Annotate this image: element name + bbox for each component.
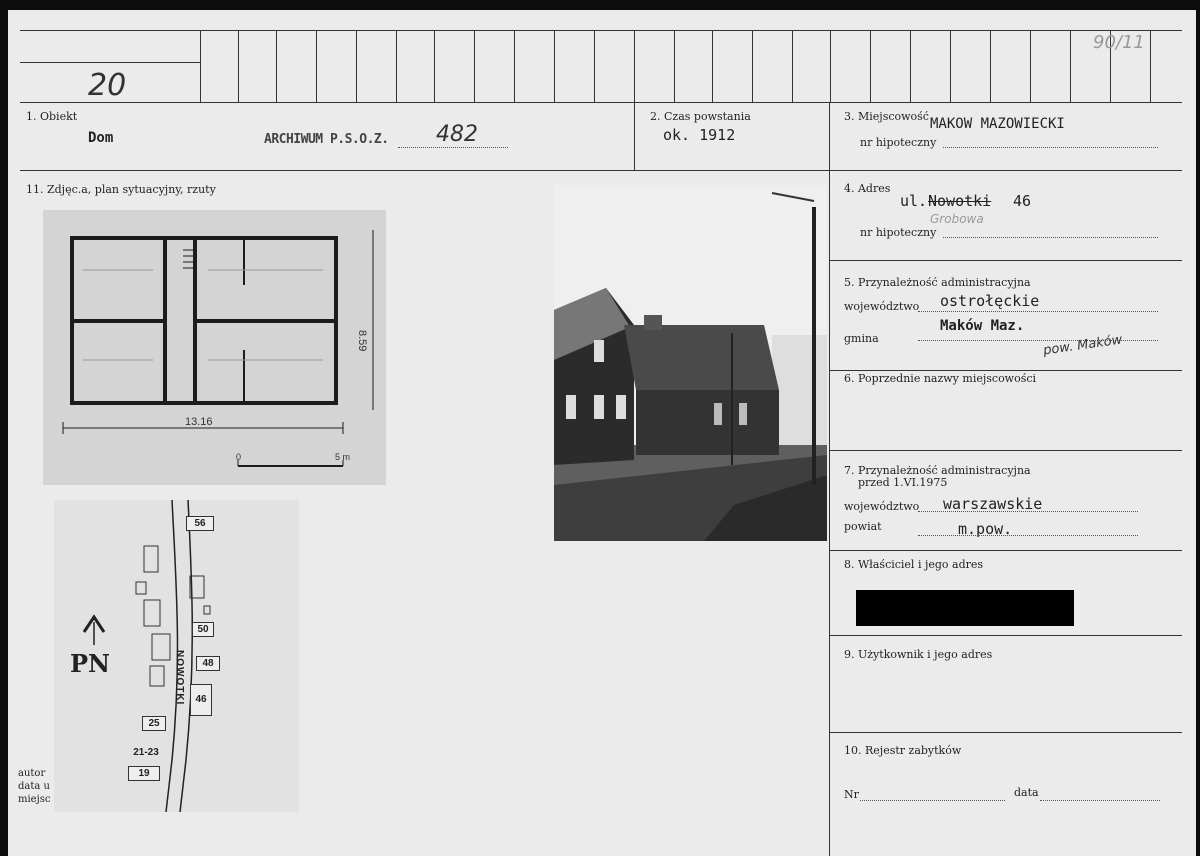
section4-bottom [829,260,1182,261]
header-grid-line [910,30,911,102]
header-grid-line [830,30,831,102]
scale-start-label: 0 [236,452,242,462]
adres-prefix: ul. [900,192,928,210]
header-grid-line [276,30,277,102]
plan-width-label: 13.16 [185,416,213,428]
rejestr-nr-label: Nr [844,788,859,801]
miejscowosc-label: 3. Miejscowość [844,110,929,123]
header-grid-line [316,30,317,102]
miejscowosc-hipoteczny-dots [943,147,1158,148]
header-grid-line [674,30,675,102]
floor-plan-image [43,210,386,485]
header-grid-line [634,30,635,102]
owner-redaction [856,590,1074,626]
adres-street-crossed: Nowotki [928,192,992,210]
footer-data: data u [18,781,50,792]
czas-value: ok. 1912 [663,126,736,144]
section5-bottom [829,370,1182,371]
footer-autor: autor [18,768,46,779]
przed-wojewodztwo-value: warszawskie [943,495,1043,513]
header-grid-line [990,30,991,102]
street-label: NOWOTKI [174,650,185,706]
przynaleznosc-label: 5. Przynależność administracyjna [844,276,1031,289]
house-50: 50 [192,622,214,637]
rejestr-label: 10. Rejestr zabytków [844,744,962,757]
adres-hipoteczny-dots [943,237,1158,238]
archive-dots [398,147,508,148]
adres-handwritten: Grobowa [930,212,984,226]
przynaleznosc-przed-label-2: przed 1.VI.1975 [858,476,948,489]
adres-number: 46 [1013,192,1032,210]
header-grid-line [514,30,515,102]
przed-powiat-dots [918,535,1138,536]
gmina-value: Maków Maz. [940,318,1025,334]
przed-wojewodztwo-dots [918,511,1138,512]
wojewodztwo-dots [918,311,1158,312]
house-46: 46 [190,684,212,716]
header-grid-line [1070,30,1071,102]
header-grid-line [554,30,555,102]
scale-end-label: 5 m [335,452,351,462]
header-grid-line [792,30,793,102]
rejestr-data-label: data [1014,786,1039,799]
przynaleznosc-handwritten: pow. Maków [1042,332,1124,359]
header-grid-line [712,30,713,102]
header-grid-line [870,30,871,102]
floor-plan-drawing [43,210,386,485]
north-label: PN [70,649,110,678]
archive-number: 482 [436,122,478,147]
header-grid-line [1030,30,1031,102]
wlasciciel-label: 8. Właściciel i jego adres [844,558,984,571]
adres-hipoteczny-label: nr hipoteczny [860,226,937,239]
house-21-23: 21-23 [133,747,159,758]
col-divider-1 [634,102,635,170]
miejscowosc-hipoteczny-label: nr hipoteczny [860,136,937,149]
przed-powiat-value: m.pow. [958,520,1013,538]
header-line [20,62,200,63]
archive-stamp: ARCHIWUM P.S.O.Z. [264,132,389,147]
house-25: 25 [142,716,166,731]
header-grid-line [594,30,595,102]
obiekt-value: Dom [88,130,114,146]
obiekt-label: 1. Obiekt [26,110,78,123]
card-number: 20 [88,68,127,103]
site-map-drawing [54,500,299,812]
col-divider-2 [829,102,830,856]
miejscowosc-value: MAKOW MAZOWIECKI [930,116,1065,132]
gmina-label: gmina [844,332,879,345]
header-grid-line [200,30,201,102]
rejestr-nr-dots [860,800,1005,801]
building-photo [554,185,827,541]
row1-bottom [20,170,1182,171]
poprzednie-label: 6. Poprzednie nazwy miejscowości [844,372,1037,385]
section9-bottom [829,732,1182,733]
czas-label: 2. Czas powstania [650,110,751,123]
header-grid-line [752,30,753,102]
zdjecia-label: 11. Zdjęc.a, plan sytuacyjny, rzuty [26,183,216,196]
header-grid-line [238,30,239,102]
site-map-image [54,500,299,812]
house-56: 56 [186,516,214,531]
plan-height-label: 8.59 [356,330,368,352]
rejestr-data-dots [1040,800,1160,801]
header-grid-line [474,30,475,102]
section7-bottom [829,550,1182,551]
header-bottom-line [20,102,1182,103]
top-right-note: 90/11 [1093,32,1145,53]
adres-label: 4. Adres [844,182,891,195]
top-border [20,30,1182,31]
section8-bottom [829,635,1182,636]
header-grid-line [434,30,435,102]
footer-miejsce: miejsc [18,794,51,805]
przed-wojewodztwo-label: województwo [844,500,920,513]
house-19: 19 [128,766,160,781]
wojewodztwo-value: ostrołęckie [940,292,1040,310]
header-grid-line [1150,30,1151,102]
uzytkownik-label: 9. Użytkownik i jego adres [844,648,993,661]
header-grid-line [356,30,357,102]
header-grid-line [396,30,397,102]
wojewodztwo-label: województwo [844,300,920,313]
przed-powiat-label: powiat [844,520,882,533]
section6-bottom [829,450,1182,451]
house-48: 48 [196,656,220,671]
przynaleznosc-przed-label-1: 7. Przynależność administracyjna [844,464,1031,477]
header-grid-line [950,30,951,102]
building-photo-drawing [554,185,827,541]
inventory-card [8,10,1196,856]
